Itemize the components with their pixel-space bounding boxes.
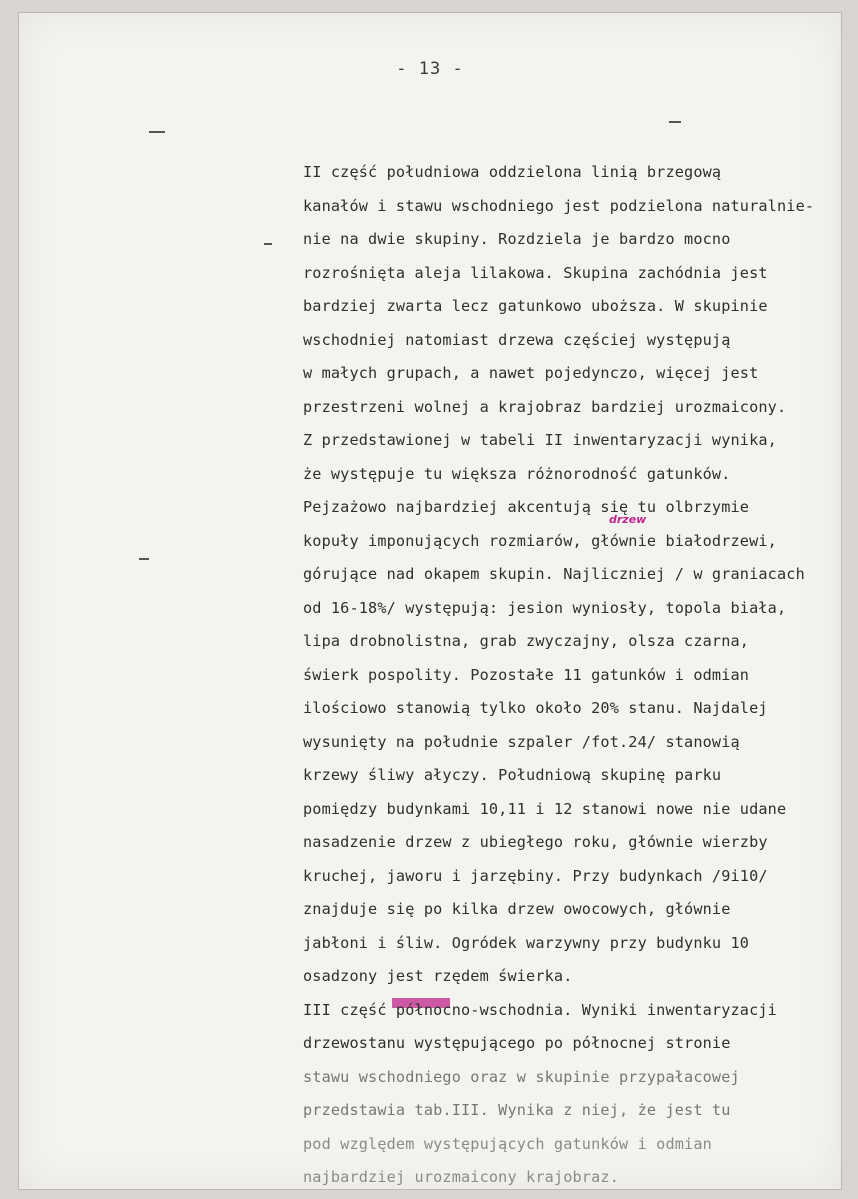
margin-mark [149, 131, 165, 133]
text-line: w małych grupach, a nawet pojedynczo, więcej jest [303, 364, 759, 382]
text-line: że występuje tu większa różnorodność gatunków. [303, 464, 731, 483]
text-line: drzewostanu występującego po północnej stronie [303, 1034, 731, 1052]
text-line: znajduje się po kilka drzew owocowych, głównie [303, 900, 731, 918]
text-line: przestrzeni wolnej a krajobraz bardziej urozmaicony. [303, 397, 787, 416]
text-line: pod względem występujących gatunków i odmian [303, 1134, 712, 1153]
text-line: nasadzenie drzew z ubiegłego roku, głównie wierzby [303, 833, 768, 851]
text-line: górujące nad okapem skupin. Najliczniej / w graniacach [303, 565, 805, 583]
margin-mark [139, 558, 149, 560]
body-text [303, 156, 842, 1190]
text-line: jabłoni i śliw. Ogródek warzywny przy budynku 10 [303, 933, 750, 952]
text-line: pomiędzy budynkami 10,11 i 12 stanowi nowe nie udane [303, 799, 787, 818]
text-line: III część północno-wschodnia. Wyniki inwentaryzacji [303, 1000, 777, 1019]
handwritten-annotation: drzew [609, 513, 647, 526]
text-line: wysunięty na południe szpaler /fot.24/ stanowią [303, 732, 740, 751]
text-line: II część południowa oddzielona linią brzegową [303, 163, 722, 181]
margin-mark [669, 121, 681, 123]
text-line: wschodniej natomiast drzewa częściej występują [303, 330, 731, 349]
text-line: bardziej zwarta lecz gatunkowo uboższa. W skupinie [303, 297, 768, 315]
text-line: Pejzażowo najbardziej akcentują się tu olbrzymie [303, 498, 750, 516]
text-line: świerk pospolity. Pozostałe 11 gatunków i odmian [303, 665, 750, 684]
text-line: najbardziej urozmaicony krajobraz. [303, 1168, 619, 1186]
text-line: od 16-18%/ występują: jesion wyniosły, topola biała, [303, 598, 787, 617]
text-line: rozrośnięta aleja lilakowa. Skupina zachódnia jest [303, 263, 768, 282]
text-line: kanałów i stawu wschodniego jest podzielona naturalnie- [303, 196, 815, 215]
text-line: nie na dwie skupiny. Rozdziela je bardzo mocno [303, 230, 731, 248]
text-line: lipa drobnolistna, grab zwyczajny, olsza czarna, [303, 632, 750, 650]
margin-mark [264, 243, 272, 245]
text-line: kruchej, jaworu i jarzębiny. Przy budynkach /9i10/ [303, 866, 768, 885]
text-line: osadzony jest rzędem świerka. [303, 967, 573, 985]
text-line: Z przedstawionej w tabeli II inwentaryzacji wynika, [303, 431, 777, 449]
text-line: krzewy śliwy ałyczy. Południową skupinę parku [303, 766, 722, 784]
text-line: przedstawia tab.III. Wynika z niej, że jest tu [303, 1101, 731, 1119]
text-line: stawu wschodniego oraz w skupinie przypałacowej [303, 1067, 740, 1086]
text-line: kopuły imponujących rozmiarów, głównie białodrzewi, [303, 531, 777, 550]
text-line: ilościowo stanowią tylko około 20% stanu. Najdalej [303, 699, 768, 717]
document-page [18, 12, 842, 1190]
page-number: - 13 - [396, 59, 464, 79]
